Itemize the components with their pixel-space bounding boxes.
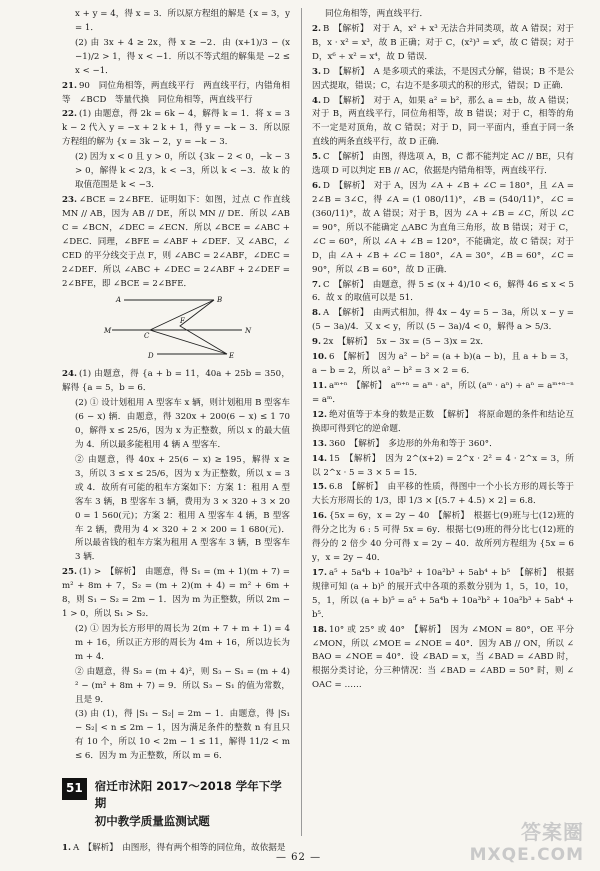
question-number: 4. [312, 95, 321, 106]
question-number: 11. [312, 380, 327, 391]
answer-item [312, 510, 574, 566]
question-number: 7. [312, 279, 321, 290]
answer-text: 6.8 【解析】 由平移的性质，得图中一个小长方形的周长等于大长方形周长的 1/3，即 1/3 × [(5.7 + 4.5) × 2] = 6.8． [312, 482, 574, 507]
section-title [95, 778, 290, 830]
answer-item [62, 566, 290, 622]
answer-text: ② 由题意，得 S₃ = (m + 4)²，则 S₃ − S₁ = (m + 4)² − (m² + 8m + 7) = 9．所以 S₃ − S₁ 的值为常数，且是 9． [75, 666, 290, 705]
answer-item [62, 842, 290, 856]
question-number: 25. [62, 567, 77, 578]
answer-text: (2) 由 3x + 4 ≥ 2x，得 x ≥ −2．由 (x+1)/3 − (x−1)/2 > 1，得 x < −1．所以不等式组的解集是 −2 ≤ x < −1． [75, 37, 290, 76]
answer-item [62, 397, 290, 453]
answer-text: A 【解析】 由两式相加，得 4x − 4y = 5 − 3a，所以 x − y = (5 − 3a)/4．又 x < y，所以 (5 − 3a)/4 < 0，解得 a > 5/3． [312, 308, 574, 333]
left-column [62, 8, 290, 857]
answer-text: {5x = 6y，x = 2y − 40 【解析】 根据七(9)班与七(12)班的得分之比为 6 : 5 可得 5x = 6y．根据七(9)班的得分比七(12)班的得分的 2 倍少 40 分可得 x = 2y − 40．故所列方程组为 {5x = 6y，x = 2y − 40． [312, 511, 574, 564]
answer-item [62, 151, 290, 193]
answer-item [312, 380, 574, 408]
answer-text: x + y = 4，得 x = 3．所以原方程组的解是 {x = 3，y = 1． [75, 9, 290, 33]
answer-item [62, 108, 290, 150]
figure-label-d: D [148, 352, 154, 361]
answer-item [62, 708, 290, 764]
answer-item [312, 95, 574, 151]
question-number: 5. [312, 152, 321, 163]
answer-text: 360 【解析】 多边形的外角和等于 360°． [328, 438, 498, 449]
answer-text: (1) 由题意，得 2k = 6k − 4，解得 k = 1．将 x = 3k − 2 代入 y = −x + 2 k + 1，得 y = −k − 3．所以原方程组的解为 {x = 3k − 2，y = −k − 3． [62, 109, 290, 148]
answer-item [62, 454, 290, 565]
question-number: 3. [312, 66, 321, 77]
answer-item [62, 80, 290, 108]
answer-item [312, 453, 574, 481]
section-header [62, 778, 290, 830]
page-number: — 62 — [276, 852, 322, 863]
answer-text: A 【解析】 由图形，得有两个相等的同位角，故依据是 [72, 842, 286, 853]
answer-text: 同位角相等，两直线平行． [325, 9, 429, 19]
answer-text: (1) 由题意，得 {a + b = 11，40a + 25b = 350，解得 {a = 5，b = 6． [62, 369, 290, 394]
answer-text: D 【解析】 对于 A，如果 a² = b²，那么 a = ±b，故 A 错误；对于 B，两直线平行，同位角相等，故 B 错误；对于 C，相等的角不一定是对顶角，故 C 错误；对于 D，同一平面内，垂直于同一条直线的两条直线平行，故 D 正确． [312, 95, 574, 148]
answer-text: (2) 因为 x < 0 且 y > 0，所以 {3k − 2 < 0，−k − 3 > 0，解得 k < 2/3，k < −3，所以 k < −3．故 k 的取值范围是 k < −3． [75, 152, 290, 191]
answer-text: B 【解析】 对于 A，x² + x³ 无法合并同类项，故 A 错误；对于 B，x · x² = x³，故 B 正确；对于 C，(x²)³ = x⁶，故 C 错误；对于 D，x⁶ ÷ x² = x⁴，故 D 错误． [312, 23, 574, 62]
answer-text: 15 【解析】 因为 2^(x+2) = 2^x · 2² = 4 · 2^x = 3，所以 2^x · 5 = 3 × 5 = 15． [312, 453, 574, 478]
question-number: 10. [312, 352, 327, 363]
answer-item [312, 279, 574, 307]
figure-label-c: C [144, 332, 150, 341]
answer-item [312, 8, 574, 22]
answer-item [312, 66, 574, 94]
figure-label-e: E [229, 352, 235, 361]
answer-text: C 【解析】 由题意，得 5 ≤ (x + 4)/10 < 6，解得 46 ≤ x < 56．故 x 的取值可以是 51． [312, 279, 574, 304]
answer-item [312, 567, 574, 623]
geometry-figure [102, 294, 262, 360]
section-title-line1: 宿迁市沭阳 2017～2018 学年下学期 [94, 779, 282, 811]
answer-item [312, 307, 574, 335]
question-number: 12. [312, 409, 327, 420]
question-number: 8. [312, 308, 321, 319]
figure-label-a: A [116, 296, 122, 305]
answer-item [62, 368, 290, 396]
answer-text: (1) > 【解析】 由题意，得 S₁ = (m + 1)(m + 7) = m² + 8m + 7，S₂ = (m + 2)(m + 4) = m² + 6m + 8，则 S₁ − S₂ = 2m − 1．因为 m 为正整数，所以 2m − 1 > 0，所以 S₁ > S₂． [62, 567, 290, 620]
question-number: 17. [312, 567, 327, 578]
answer-text: 绝对值等于本身的数是正数 【解析】 将原命题的条件和结论互换即可得到它的逆命题． [312, 409, 574, 434]
answer-item [62, 37, 290, 79]
answer-item [62, 623, 290, 665]
answer-text: D 【解析】 对于 A，因为 ∠A + ∠B + ∠C = 180°，且 ∠A = 2∠B = 3∠C，得 ∠A = (1 080/11)°，∠B = (540/11)°，∠C = (360/11)°，故 A 错误；对于 B，因为 ∠A + ∠B = ∠C，所以 ∠C = 90°，所以不能确定 △ABC 为直角三角形，故 B 错误；对于 C，∠C = 60°，所以 ∠A + ∠B = 120°，不能确定，故 C 错误；对于 D，由 ∠A + ∠B + ∠C = 180°，∠A = 30°，∠B = 60°，∠C = 90°，所以 ∠B = 60°，故 D 正确． [312, 181, 574, 275]
answer-text: 90 同位角相等，两直线平行 两直线平行，内错角相等 ∠BCD 等量代换 同位角相等，两直线平行 [62, 80, 290, 105]
watermark-line2: MXQE.COM [469, 845, 584, 865]
answer-item [62, 8, 290, 36]
answer-text: a⁵ + 5a⁴b + 10a³b² + 10a²b³ + 5ab⁴ + b⁵ 【解析】 根据规律可知 (a + b)⁵ 的展开式中各项的系数分别为 1，5，10，10，5，1，所以 (a + b)⁵ = a⁵ + 5a⁴b + 10a³b² + 10a²b³ + 5ab⁴ + b⁵． [312, 567, 574, 620]
answer-text: (2) ① 因为长方形甲的周长为 2(m + 7 + m + 1) = 4m + 16，所以正方形的周长为 4m + 16，所以边长为 m + 4． [75, 623, 290, 662]
answer-item [312, 481, 574, 509]
question-number: 13. [312, 438, 327, 449]
watermark-logo [470, 816, 584, 865]
question-number: 2. [312, 23, 321, 34]
answer-item [312, 438, 574, 452]
figure-label-n: N [245, 327, 252, 336]
right-column [312, 8, 574, 694]
answer-text: 10° 或 25° 或 40° 【解析】 因为 ∠MON = 80°，OE 平分 ∠MON，所以 ∠MOE = ∠NOE = 40°．因为 AB // ON，所以 ∠BAO = ∠NOE = 40°．设 ∠BAD = x，当 ∠BAD = ∠ABD 时，根据分类讨论，分三种情况：当 ∠BAD = ∠ABD = 50° 时，则 ∠OAC = …… [312, 624, 574, 691]
figure-label-m: M [104, 327, 112, 336]
answer-item [312, 409, 574, 437]
column-divider [301, 8, 302, 836]
answer-text: 2x 【解析】 5x − 3x = (5 − 3)x = 2x． [322, 337, 489, 348]
answer-item [312, 23, 574, 65]
question-number: 15. [312, 482, 327, 493]
answer-text: ② 由题意，得 40x + 25(6 − x) ≥ 195，解得 x ≥ 3，所以 3 ≤ x ≤ 25/6，因为 x 为正整数，所以 x = 3 或 4．故所有可能的租车方案如下：方案 1：租用 A 型客车 3 辆，B 型客车 3 辆，费用为 3 × 320 + 3 × 200 = 1 560(元)；方案 2：租用 A 型客车 4 辆，B 型客车 2 辆，费用为 4 × 320 + 2 × 200 = 1 680(元)．所以最省钱的租车方案为租用 A 型客车 3 辆，B 型客车 3 辆． [75, 454, 290, 563]
section-number: 51 [62, 778, 87, 799]
question-number: 22. [62, 109, 77, 120]
watermark-line1: 答案圈 [521, 820, 584, 844]
answer-item [312, 624, 574, 694]
figure-label-b: B [217, 296, 223, 305]
question-number: 23. [62, 194, 77, 205]
question-number: 21. [62, 80, 77, 91]
question-number: 16. [312, 511, 327, 522]
question-number: 9. [312, 337, 321, 348]
question-number: 18. [312, 624, 327, 635]
answer-text: 6 【解析】 因为 a² − b² = (a + b)(a − b)，且 a + b = 3，a − b = 2，所以 a² − b² = 3 × 2 = 6． [312, 352, 574, 377]
question-number: 6. [312, 181, 321, 192]
answer-text: aᵐ⁺ⁿ 【解析】 aᵐ⁺ⁿ = aᵐ · aⁿ，所以 (aᵐ · aⁿ) ÷ aⁿ = aᵐ⁺ⁿ⁻ⁿ = aᵐ． [312, 380, 574, 405]
question-number: 24. [62, 369, 77, 380]
answer-item [62, 194, 290, 291]
question-number: 14. [312, 453, 327, 464]
answer-item [312, 151, 574, 179]
answer-text: (3) 由 (1)，得 |S₁ − S₂| = 2m − 1．由题意，得 |S₁ − S₂| < n ≤ 2m − 1，因为满足条件的整数 n 有且只有 10 个，所以 10 < 2m − 1 ≤ 11，解得 11/2 < m ≤ 6．因为 m 为正整数，所以 m = 6． [75, 709, 290, 762]
figure-label-f: F [180, 317, 185, 326]
answer-item [312, 336, 574, 350]
question-number: 1. [62, 842, 71, 853]
section-title-line2: 初中教学质量监测试题 [94, 813, 210, 828]
answer-text: D 【解析】 A 是多项式的乘法，不是因式分解，错误；B 不是公因式提取，错误；C，右边不是多项式的积的形式，错误；D 正确． [312, 66, 574, 91]
answer-text: (2) ① 设计划租用 A 型客车 x 辆，则计划租用 B 型客车 (6 − x) 辆．由题意，得 320x + 200(6 − x) ≤ 1 700，解得 x ≤ 25/6，因为 x 为正整数，所以 x 的最大值为 4．所以最多能租用 4 辆 A 型客车． [75, 398, 290, 450]
answer-text: C 【解析】 由图，得选项 A，B，C 都不能判定 AC // BE，只有选项 D 可以判定 EB // AC，依据是内错角相等，两直线平行． [312, 152, 574, 177]
answer-item [312, 180, 574, 277]
answer-text: ∠BCE = 2∠BFE．证明如下：如图，过点 C 作直线 MN // AB，因为 AB // DE，所以 MN // DE．所以 ∠ABC = ∠BCN，∠DEC = ∠ECN．所以 ∠BCE = ∠ABC + ∠DEC．同理，∠BFE = ∠ABF + ∠DEF．又 ∠ABC，∠CED 的平分线交于点 F，则 ∠ABC = 2∠ABF，∠DEC = 2∠DEF．所以 ∠ABC + ∠DEC = 2∠ABF + 2∠DEF = 2∠BFE，即 ∠BCE = 2∠BFE． [62, 194, 290, 289]
answer-item [312, 351, 574, 379]
answer-item [62, 666, 290, 708]
